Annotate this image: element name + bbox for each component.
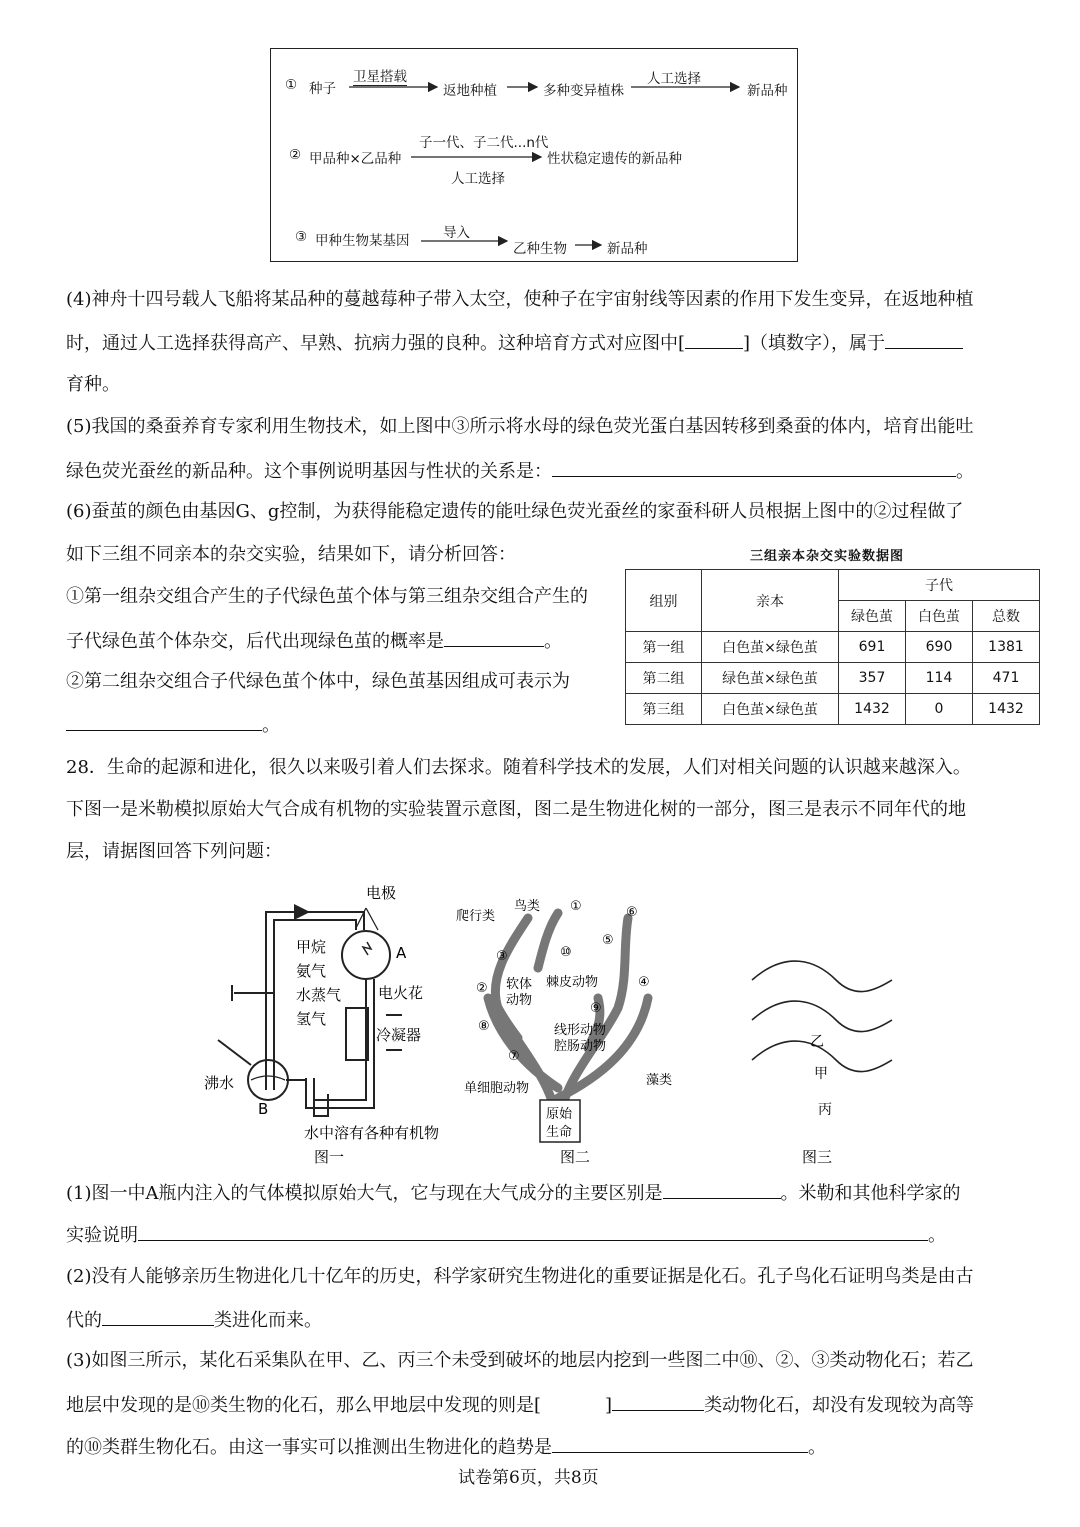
q28-2-line-1: (2)没有人能够亲历生物进化几十亿年的历史，科学家研究生物进化的重要证据是化石。孔子鸟化石证明鸟类是由古 [66,1266,974,1287]
water-surface [251,1076,285,1080]
label-ammonia: 氨气 [296,962,327,980]
label-coelenterate: 腔肠动物 [554,1039,607,1054]
q28-3-line-2 [66,1392,974,1418]
label-hydrogen: 氢气 [296,1010,327,1028]
q28-1-text-c: 实验说明 [66,1225,138,1246]
label-reptiles: 爬行类 [456,909,496,924]
label-stratum-bing: 丙 [818,1102,832,1118]
cell-parent: 绿色茧×绿色茧 [702,663,839,694]
side-tube [218,1040,251,1065]
q4-line-2 [66,330,963,356]
q28-3-bracket-close: ] [605,1395,613,1416]
q28-1-text-b: 。米勒和其他科学家的 [780,1183,961,1204]
q4-line-2-text: 时，通过人工选择获得高产、早熟、抗病力强的良种。这种培育方式对应图中[ [66,333,686,354]
cell-parent: 白色茧×绿色茧 [702,632,839,663]
stratum-line-2 [752,1001,892,1031]
cell-total: 1381 [973,632,1040,663]
th-group: 组别 [626,570,702,632]
table-caption: 三组亲本杂交实验数据图 [750,549,905,564]
label-condenser: 冷凝器 [376,1026,422,1044]
th-green: 绿色茧 [839,601,906,632]
stratum-line-1 [752,961,892,991]
q6-sub2-answer-blank[interactable] [66,712,262,731]
figure-1-caption: 图一 [314,1148,345,1166]
q4-line-2-text-b: ]（填数字），属于 [743,333,886,354]
label-2: ② [476,981,488,996]
q28-1-answer-blank-b[interactable] [138,1222,928,1241]
q4-answer-blank-number[interactable] [685,330,743,349]
cell-white: 0 [906,694,973,725]
cross-experiment-table [625,569,1040,725]
q28-1-line-1 [66,1180,961,1206]
q28-3-line-3 [66,1434,826,1460]
flow-num-1: ① [285,77,298,93]
label-6: ⑥ [626,905,638,920]
q6-sub1-line-1: ①第一组杂交组合产生的子代绿色茧个体与第三组杂交组合产生的 [66,586,588,607]
label-mollusc-2: 动物 [506,993,533,1008]
label-9: ⑨ [590,1001,602,1016]
q28-2-answer-blank[interactable] [102,1307,214,1326]
figure-2-evolution-tree [448,888,688,1170]
q6-sub1-answer-blank[interactable] [444,628,544,647]
q5-line-2 [66,458,974,484]
cell-parent: 白色茧×绿色茧 [702,694,839,725]
figure-3-strata [746,950,906,1170]
flow-generations: 子一代、子二代...n代 [419,135,549,151]
q28-3-end: 。 [808,1437,826,1458]
table-row [626,663,1040,694]
label-8: ⑧ [478,1019,490,1034]
th-parent: 亲本 [702,570,839,632]
q6-sub2-end: 。 [262,715,280,736]
label-origin-2: 生命 [546,1125,573,1140]
flask-b [248,1060,288,1100]
cell-group: 第二组 [626,663,702,694]
q5-line-2-end: 。 [956,461,974,482]
label-1: ① [570,899,582,914]
q28-1-answer-blank-a[interactable] [663,1180,781,1199]
q28-1-end: 。 [928,1225,946,1246]
q4-line-3: 育种。 [66,374,120,395]
flow-num-3: ③ [295,229,308,245]
flow-import-label: 导入 [443,225,470,241]
label-stratum-jia: 甲 [814,1066,828,1082]
flow-satellite-label: 卫星搭载 [353,69,407,85]
flow-new-breed-3: 新品种 [607,241,648,257]
label-organics: 水中溶有各种有机物 [304,1124,440,1142]
cell-total: 1432 [973,694,1040,725]
cell-white: 690 [906,632,973,663]
cell-green: 1432 [839,694,906,725]
figure-2-caption: 图二 [560,1148,591,1166]
label-7: ⑦ [508,1049,520,1064]
q6-sub2-line-1: ②第二组杂交组合子代绿色茧个体中，绿色茧基因组成可表示为 [66,671,570,692]
table-row [626,632,1040,663]
q28-2-line-2 [66,1307,322,1333]
q5-line-2-text: 绿色荧光蚕丝的新品种。这个事例说明基因与性状的关系是： [66,461,552,482]
label-electrode: 电极 [366,884,397,902]
q6-line-1: (6)蚕茧的颜色由基因G、g控制，为获得能稳定遗传的能吐绿色荧光蚕丝的家蚕科研人员根据上图中的②过程做了 [66,501,964,522]
label-spark: 电火花 [378,984,424,1002]
label-mollusc: 软体 [506,977,533,992]
q28-3-text-b: 类动物化石，却没有发现较为高等 [704,1395,975,1416]
q28-2-text: 代的 [66,1310,102,1331]
figure-1-miller-apparatus [196,880,466,1170]
label-5: ⑤ [602,933,614,948]
flow-gene-source: 甲种生物某基因 [315,233,410,249]
q4-line-1: (4)神舟十四号载人飞船将某品种的蔓越莓种子带入太空，使种子在宇宙射线等因素的作用下发生变异，在返地种植 [66,289,974,310]
q28-3-line-1: (3)如图三所示，某化石采集队在甲、乙、丙三个未受到破坏的地层内挖到一些图二中⑩、②、③类动物化石；若乙 [66,1350,974,1371]
q28-line-2: 下图一是米勒模拟原始大气合成有机物的实验装置示意图，图二是生物进化树的一部分，图三是表示不同年代的地 [66,799,966,820]
flow-artificial-selection-2: 人工选择 [451,171,505,187]
label-birds: 鸟类 [514,899,541,914]
figure-3-caption: 图三 [802,1148,833,1166]
breeding-flow-chart [270,48,798,262]
cell-green: 357 [839,663,906,694]
label-algae: 藻类 [646,1073,673,1088]
q6-sub1-line-2 [66,628,562,654]
cell-group: 第一组 [626,632,702,663]
flow-variant-plants: 多种变异植株 [543,83,624,99]
q6-sub2-line-2 [66,712,280,738]
flow-artificial-selection-1: 人工选择 [647,71,701,87]
cell-total: 471 [973,663,1040,694]
label-protozoa: 单细胞动物 [464,1081,530,1096]
label-10: ⑩ [560,945,572,960]
th-total: 总数 [973,601,1040,632]
spark-icon [363,942,371,955]
flow-organism-b: 乙种生物 [513,241,567,257]
q6-sub1-end: 。 [544,631,562,652]
cell-green: 691 [839,632,906,663]
th-white: 白色茧 [906,601,973,632]
flow-cross: ② [289,147,302,163]
label-4: ④ [638,975,650,990]
label-steam: 水蒸气 [296,986,342,1004]
flask-a [342,931,390,979]
q6-sub1-text: 子代绿色茧个体杂交，后代出现绿色茧的概率是 [66,631,444,652]
page-footer: 试卷第6页，共8页 [458,1468,599,1488]
q28-3-text: 地层中发现的是⑩类生物的化石，那么甲地层中发现的则是[ [66,1395,542,1416]
q4-answer-blank-type[interactable] [885,330,963,349]
q28-line-1: 28．生命的起源和进化，很久以来吸引着人们去探求。随着科学技术的发展，人们对相关问题的认识越来越深入。 [66,757,971,778]
q5-line-1: (5)我国的桑蚕养育专家利用生物技术，如上图中③所示将水母的绿色荧光蛋白基因转移到桑蚕的体内，培育出能吐 [66,416,974,437]
flow-new-breed-1: 新品种 [747,83,788,99]
label-boiling-water: 沸水 [204,1074,235,1092]
label-stratum-yi: 乙 [810,1034,824,1050]
cell-group: 第三组 [626,694,702,725]
label-3: ③ [496,949,508,964]
condenser [346,1008,368,1060]
label-nematode: 线形动物 [554,1023,607,1038]
flow-seed: 种子 [309,81,336,97]
trap [314,1094,328,1116]
label-origin-1: 原始 [546,1107,573,1122]
q28-3-text-c: 的⑩类群生物化石。由这一事实可以推测出生物进化的趋势是 [66,1437,552,1458]
q28-1-line-2 [66,1222,946,1248]
label-methane: 甲烷 [296,938,327,956]
th-offspring: 子代 [839,570,1040,601]
label-a: A [396,944,407,962]
q28-1-text: (1)图一中A瓶内注入的气体模拟原始大气，它与现在大气成分的主要区别是 [66,1183,663,1204]
q28-2-text-b: 类进化而来。 [214,1310,322,1331]
q28-3-answer-blank-b[interactable] [552,1434,808,1453]
q28-3-answer-blank-a[interactable] [612,1392,704,1411]
q5-answer-blank[interactable] [552,458,956,477]
table-row [626,694,1040,725]
flow-return-planting: 返地种植 [443,83,497,99]
flow-cross-label: 甲品种×乙品种 [309,151,402,167]
q6-line-2: 如下三组不同亲本的杂交实验，结果如下，请分析回答： [66,544,516,565]
label-b: B [258,1100,269,1118]
q28-line-3: 层，请据图回答下列问题： [66,841,282,862]
cell-white: 114 [906,663,973,694]
flow-stable-breed: 性状稳定遗传的新品种 [547,151,682,167]
label-echinoderm: 棘皮动物 [546,975,599,990]
